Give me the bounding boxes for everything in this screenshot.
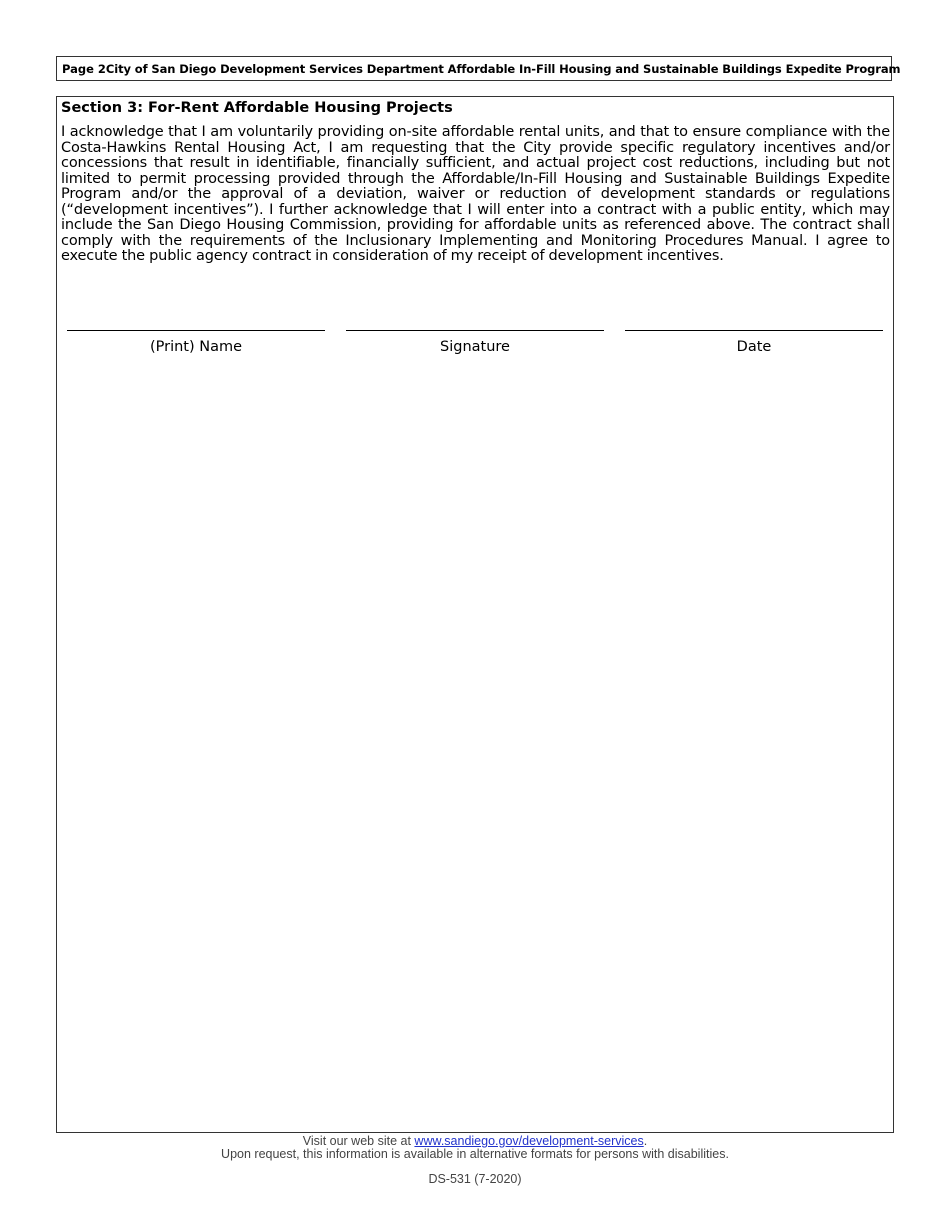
page-number: Page 2 [62,61,106,76]
section-title: Section 3: For-Rent Affordable Housing Projects [61,100,453,116]
program-title: City of San Diego Development Services Department Affordable In-Fill Housing and Sustainable Buildings Expedite Program [105,61,901,76]
date-line[interactable] [625,330,883,331]
website-link[interactable]: www.sandiego.gov/development-services [414,1134,644,1148]
form-id: DS-531 (7-2020) [428,1172,522,1186]
signature-line[interactable] [346,330,604,331]
footer-website [0,1134,950,1148]
section-3-box [56,96,894,1133]
print-name-line[interactable] [67,330,325,331]
print-name-label: (Print) Name [149,339,243,355]
acknowledgement-text: I acknowledge that I am voluntarily providing on-site affordable rental units, and that to ensure compliance with the Costa-Hawkins Rental Housing Act, I am requesting that the City provide specific regulatory incentives and/or concessions that result in identifiable, financially sufficient, and actual project cost reductions, including but not limited to permit processing provided through the Affordable/In-Fill Housing and Sustainable Buildings Expedite Program and/or the approval of a deviation, waiver or reduction of development standards or regulations (“development incentives”). I further acknowledge that I will enter into a contract with a public entity, which may include the San Diego Housing Commission, providing for affordable units as referenced above. The contract shall comply with the requirements of the Inclusionary Implementing and Monitoring Procedures Manual. I agree to execute the public agency contract in consideration of my receipt of development incentives. [61,124,890,264]
footer-visit-prefix: Visit our web site at [302,1134,415,1148]
page-header [56,56,901,81]
footer-visit-suffix: . [643,1134,648,1148]
accessibility-note: Upon request, this information is available in alternative formats for persons with disabilities. [221,1147,729,1161]
signature-label: Signature [440,339,510,355]
date-label: Date [736,339,772,355]
